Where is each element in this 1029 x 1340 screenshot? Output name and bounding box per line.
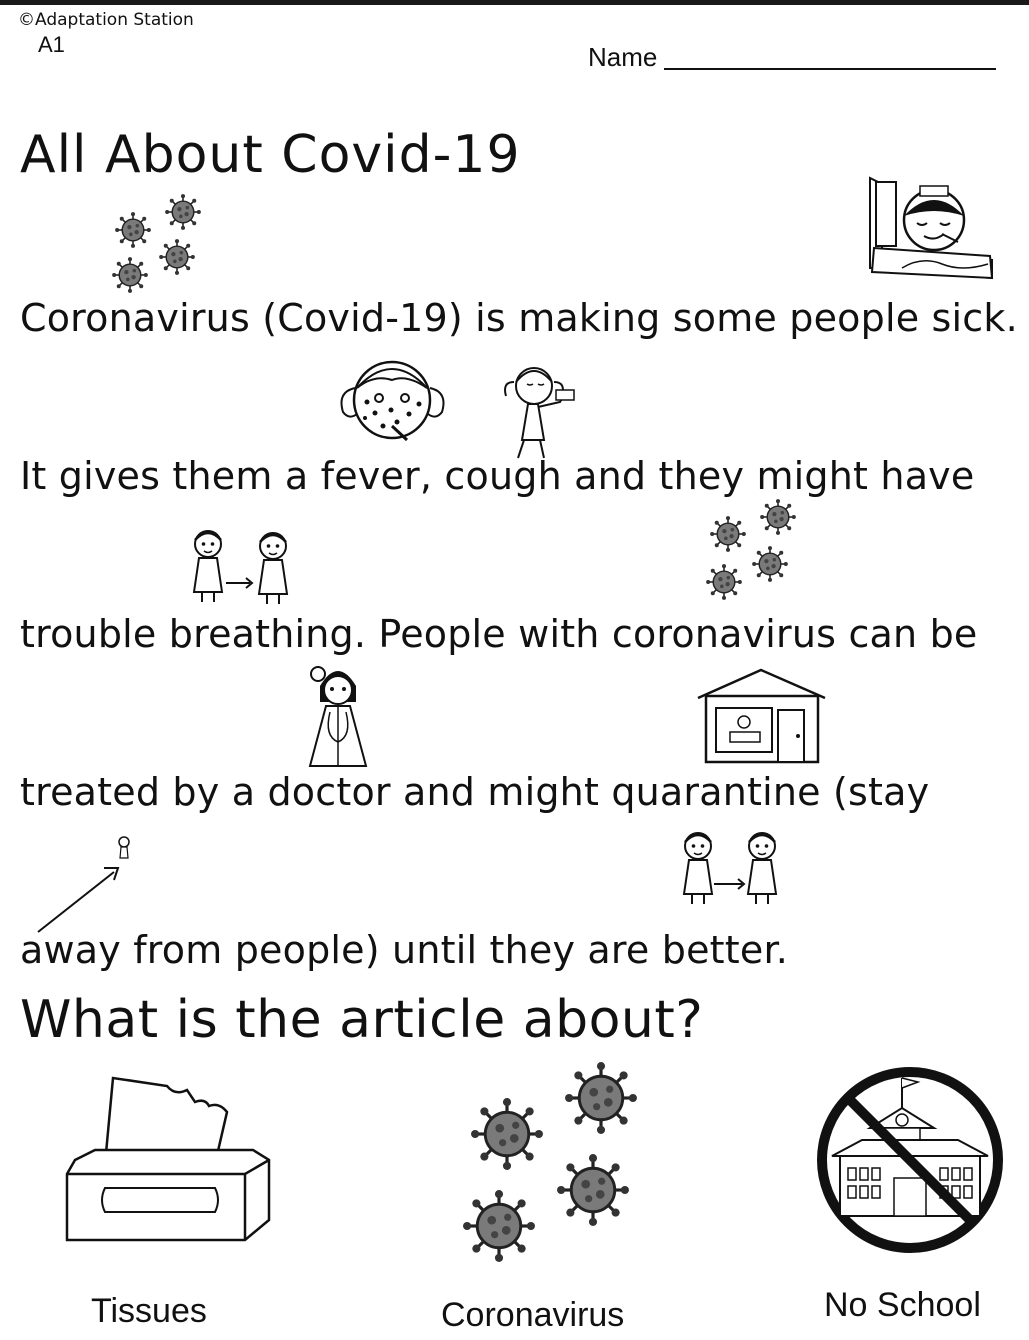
choice-tissues[interactable] — [55, 1070, 285, 1340]
copyright-notice: ©Adaptation Station — [18, 10, 194, 30]
tissue-box-icon — [55, 1070, 275, 1250]
virus-icon — [455, 1062, 645, 1267]
virus-cluster-icon — [105, 190, 205, 295]
no-school-icon — [810, 1060, 1010, 1260]
page-title: All About Covid-19 — [20, 125, 521, 185]
question-heading: What is the article about? — [20, 990, 704, 1050]
breathing-trouble-icon — [178, 528, 303, 618]
story-line: trouble breathing. People with coronavirus can be — [20, 612, 978, 656]
name-field[interactable] — [664, 68, 996, 70]
choice-label: No School — [824, 1286, 981, 1324]
doctor-icon — [298, 662, 378, 772]
coughing-girl-icon — [500, 362, 585, 462]
top-border — [0, 0, 1029, 5]
stay-away-girls-icon — [668, 828, 793, 920]
choice-label: Tissues — [91, 1292, 207, 1330]
name-label: Name — [588, 42, 658, 72]
choice-label: Coronavirus — [441, 1296, 625, 1334]
house-quarantine-icon — [694, 666, 829, 766]
story-line: treated by a doctor and might quarantine (stay — [20, 770, 930, 814]
virus-cluster-icon — [700, 492, 800, 602]
choice-no-school[interactable] — [810, 1060, 1020, 1340]
story-line: away from people) until they are better. — [20, 928, 789, 972]
story-line: It gives them a fever, cough and they might have — [20, 454, 975, 498]
sick-in-bed-icon — [862, 168, 997, 283]
choice-coronavirus[interactable] — [435, 1062, 655, 1340]
level-label: A1 — [38, 32, 65, 57]
far-away-arrow-icon — [34, 832, 139, 937]
story-line: Coronavirus (Covid-19) is making some people sick. — [20, 296, 1018, 340]
fever-face-icon — [335, 358, 450, 443]
